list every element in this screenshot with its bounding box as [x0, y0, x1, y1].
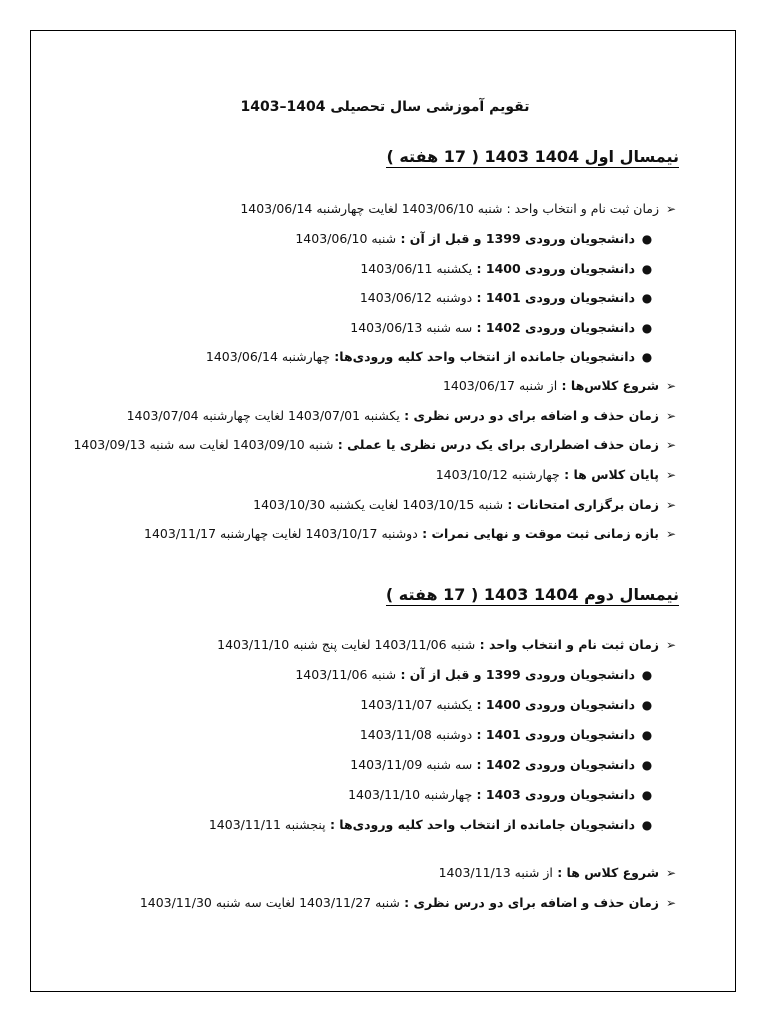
- sem1-line-6: ➢شروع کلاس‌ها : از شنبه 1403/06/17: [443, 378, 679, 393]
- sem2-line-2: ●دانشجویان ورودی 1400 : یکشنبه 1403/11/07: [360, 697, 655, 712]
- sem1-line-3: ●دانشجویان ورودی 1401 : دوشنبه 1403/06/12: [360, 290, 655, 305]
- sem2-line-1: ●دانشجویان ورودی 1399 و قبل از آن : شنبه 1403/11/06: [295, 667, 655, 682]
- sem1-line-2: ●دانشجویان ورودی 1400 : یکشنبه 1403/06/11: [360, 261, 655, 276]
- sem1-line-5: ●دانشجویان جامانده از انتخاب واحد کلیه ورودی‌ها: چهارشنبه 1403/06/14: [206, 349, 655, 364]
- arrow-bullet-icon: ➢: [665, 866, 677, 880]
- arrow-bullet-icon: ➢: [665, 409, 677, 423]
- dot-bullet-icon: ●: [641, 758, 653, 772]
- sem1-line-8: ➢زمان حذف اضطراری برای یک درس نظری یا عملی : شنبه 1403/09/10 لغایت سه شنبه 1403/09/13: [73, 437, 679, 452]
- dot-bullet-icon: ●: [641, 818, 653, 832]
- arrow-bullet-icon: ➢: [665, 896, 677, 910]
- dot-bullet-icon: ●: [641, 698, 653, 712]
- document-title: تقویم آموزشی سال تحصیلی 1404–1403: [240, 99, 530, 115]
- sem2-line-6: ●دانشجویان جامانده از انتخاب واحد کلیه ورودی‌ها : پنجشنبه 1403/11/11: [209, 817, 655, 832]
- document-page: [30, 30, 736, 992]
- dot-bullet-icon: ●: [641, 232, 653, 246]
- dot-bullet-icon: ●: [641, 321, 653, 335]
- sem2-line-7: ➢شروع کلاس ها : از شنبه 1403/11/13: [439, 865, 679, 880]
- document-content: [73, 31, 679, 991]
- dot-bullet-icon: ●: [641, 350, 653, 364]
- arrow-bullet-icon: ➢: [665, 438, 677, 452]
- sem2-line-5: ●دانشجویان ورودی 1403 : چهارشنبه 1403/11/10: [348, 787, 655, 802]
- sem1-line-4: ●دانشجویان ورودی 1402 : سه شنبه 1403/06/13: [350, 320, 655, 335]
- sem2-line-8: ➢زمان حذف و اضافه برای دو درس نظری : شنبه 1403/11/27 لغایت سه شنبه 1403/11/30: [140, 895, 679, 910]
- arrow-bullet-icon: ➢: [665, 202, 677, 216]
- sem1-line-0: ➢زمان ثبت نام و انتخاب واحد : شنبه 1403/06/10 لغایت چهارشنبه 1403/06/14: [240, 201, 679, 216]
- arrow-bullet-icon: ➢: [665, 498, 677, 512]
- arrow-bullet-icon: ➢: [665, 527, 677, 541]
- semester1-heading: نیمسال اول 1404 1403 ( 17 هفته ): [386, 147, 679, 166]
- dot-bullet-icon: ●: [641, 728, 653, 742]
- sem1-line-9: ➢پایان کلاس ها : چهارشنبه 1403/10/12: [436, 467, 679, 482]
- sem1-line-11: ➢بازه زمانی ثبت موقت و نهایی نمرات : دوشنبه 1403/10/17 لغایت چهارشنبه 1403/11/17: [144, 526, 679, 541]
- sem2-line-3: ●دانشجویان ورودی 1401 : دوشنبه 1403/11/08: [360, 727, 655, 742]
- semester2-heading: نیمسال دوم 1404 1403 ( 17 هفته ): [385, 585, 679, 604]
- arrow-bullet-icon: ➢: [665, 379, 677, 393]
- dot-bullet-icon: ●: [641, 668, 653, 682]
- sem1-line-10: ➢زمان برگزاری امتحانات : شنبه 1403/10/15 لغایت یکشنبه 1403/10/30: [253, 497, 679, 512]
- sem2-line-4: ●دانشجویان ورودی 1402 : سه شنبه 1403/11/09: [350, 757, 655, 772]
- dot-bullet-icon: ●: [641, 262, 653, 276]
- sem2-line-0: ➢زمان ثبت نام و انتخاب واحد : شنبه 1403/11/06 لغایت پنج شنبه 1403/11/10: [217, 637, 679, 652]
- dot-bullet-icon: ●: [641, 291, 653, 305]
- sem1-line-7: ➢زمان حذف و اضافه برای دو درس نظری : یکشنبه 1403/07/01 لغایت چهارشنبه 1403/07/04: [127, 408, 679, 423]
- arrow-bullet-icon: ➢: [665, 468, 677, 482]
- sem1-line-1: ●دانشجویان ورودی 1399 و قبل از آن : شنبه 1403/06/10: [295, 231, 655, 246]
- dot-bullet-icon: ●: [641, 788, 653, 802]
- arrow-bullet-icon: ➢: [665, 638, 677, 652]
